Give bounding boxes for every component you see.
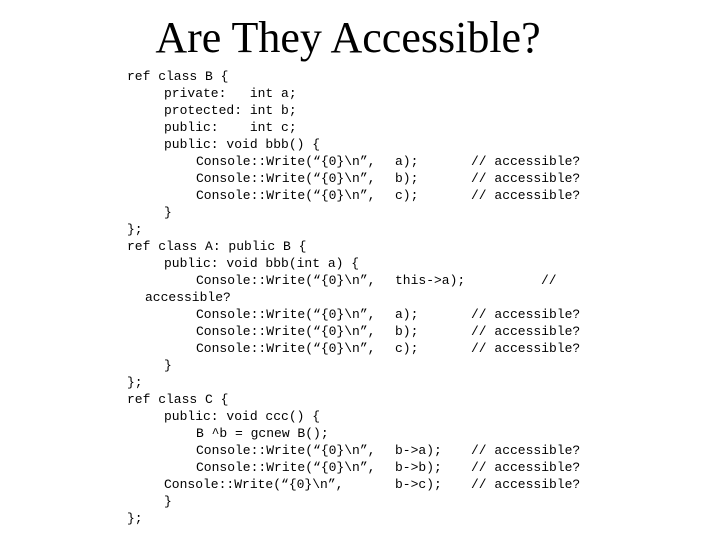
- code-line: [0, 137, 720, 154]
- code-line: [0, 205, 720, 222]
- code-argument: b->a);: [395, 443, 442, 458]
- code-line: [0, 307, 720, 324]
- code-text: Console::Write(“{0}\n”,: [196, 341, 376, 356]
- code-text: };: [127, 222, 143, 237]
- code-text: };: [127, 375, 143, 390]
- code-line: [0, 477, 720, 494]
- code-line: [0, 222, 720, 239]
- code-line: [0, 511, 720, 528]
- code-line: [0, 443, 720, 460]
- code-text: Console::Write(“{0}\n”,: [196, 443, 376, 458]
- code-comment: //: [541, 273, 557, 288]
- code-line: [0, 154, 720, 171]
- code-text: Console::Write(“{0}\n”,: [196, 154, 376, 169]
- code-text: ref class C {: [127, 392, 229, 407]
- slide-title: Are They Accessible?: [155, 13, 541, 62]
- code-line: [0, 256, 720, 273]
- code-line: [0, 273, 720, 290]
- code-text: Console::Write(“{0}\n”,: [196, 188, 376, 203]
- code-argument: b);: [395, 171, 419, 186]
- code-comment: // accessible?: [471, 460, 581, 475]
- code-text: public: int c;: [164, 120, 297, 135]
- code-line: [0, 460, 720, 477]
- code-text: protected: int b;: [164, 103, 297, 118]
- code-argument: c);: [395, 341, 419, 356]
- code-line: [0, 494, 720, 511]
- code-line: [0, 426, 720, 443]
- code-text: accessible?: [145, 290, 231, 305]
- code-comment: // accessible?: [471, 188, 581, 203]
- code-line: [0, 324, 720, 341]
- code-text: Console::Write(“{0}\n”,: [196, 307, 376, 322]
- code-comment: // accessible?: [471, 341, 581, 356]
- code-argument: a);: [395, 154, 419, 169]
- code-comment: // accessible?: [471, 171, 581, 186]
- code-text: public: void ccc() {: [164, 409, 321, 424]
- code-argument: this->a);: [395, 273, 466, 288]
- code-line: [0, 171, 720, 188]
- code-text: ref class A: public B {: [127, 239, 307, 254]
- code-argument: b->c);: [395, 477, 442, 492]
- code-line: [0, 290, 720, 307]
- code-argument: c);: [395, 188, 419, 203]
- code-line: [0, 69, 720, 86]
- code-argument: b->b);: [395, 460, 442, 475]
- code-text: }: [164, 494, 172, 509]
- code-line: [0, 375, 720, 392]
- code-text: Console::Write(“{0}\n”,: [196, 460, 376, 475]
- code-line: [0, 341, 720, 358]
- code-comment: // accessible?: [471, 324, 581, 339]
- code-text: public: void bbb(int a) {: [164, 256, 360, 271]
- code-text: B ^b = gcnew B();: [196, 426, 329, 441]
- code-text: ref class B {: [127, 69, 229, 84]
- code-text: public: void bbb() {: [164, 137, 321, 152]
- code-text: private: int a;: [164, 86, 297, 101]
- code-text: Console::Write(“{0}\n”,: [164, 477, 344, 492]
- code-text: Console::Write(“{0}\n”,: [196, 324, 376, 339]
- code-text: };: [127, 511, 143, 526]
- code-line: [0, 103, 720, 120]
- code-line: [0, 239, 720, 256]
- code-text: }: [164, 205, 172, 220]
- code-line: [0, 86, 720, 103]
- code-line: [0, 409, 720, 426]
- code-text: Console::Write(“{0}\n”,: [196, 273, 376, 288]
- code-text: Console::Write(“{0}\n”,: [196, 171, 376, 186]
- code-line: [0, 358, 720, 375]
- code-comment: // accessible?: [471, 477, 581, 492]
- code-line: [0, 392, 720, 409]
- code-text: }: [164, 358, 172, 373]
- code-argument: a);: [395, 307, 419, 322]
- code-line: [0, 188, 720, 205]
- code-comment: // accessible?: [471, 307, 581, 322]
- code-comment: // accessible?: [471, 154, 581, 169]
- code-argument: b);: [395, 324, 419, 339]
- code-line: [0, 120, 720, 137]
- code-comment: // accessible?: [471, 443, 581, 458]
